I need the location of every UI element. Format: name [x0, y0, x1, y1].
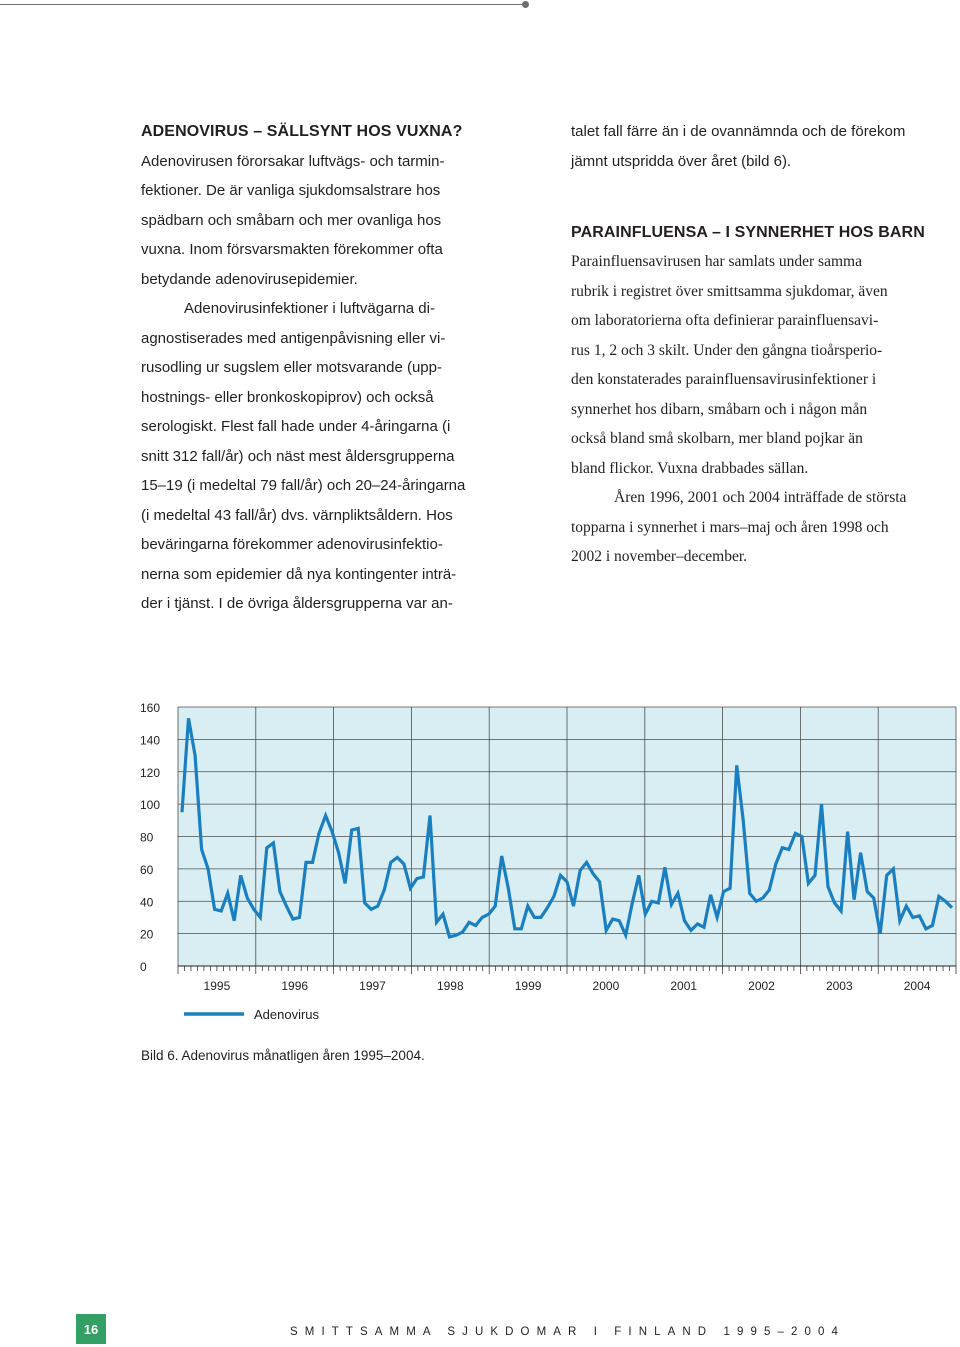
- text-line: rubrik i registret över smittsamma sjukdomar, även: [571, 282, 888, 300]
- y-tick-label: 120: [140, 765, 161, 780]
- text-line: nerna som epidemier då nya kontingenter inträ-: [141, 565, 457, 583]
- text-line: agnostiserades med antigenpåvisning eller vi-: [141, 329, 446, 347]
- text-line: om laboratorierna ofta definierar parainfluensavi-: [571, 312, 879, 329]
- text-line: bland flickor. Vuxna drabbades sällan.: [571, 459, 809, 477]
- text-line: den konstaterades parainfluensavirusinfektioner i: [571, 371, 877, 388]
- text-line: 15–19 (i medeltal 79 fall/år) och 20–24-åringarna: [141, 477, 466, 494]
- paragraph-adenovirus-1: [141, 147, 503, 295]
- x-tick-label: 1999: [514, 979, 542, 993]
- figure-caption: Bild 6. Adenovirus månatligen åren 1995–2004.: [141, 1048, 425, 1063]
- text-line: Adenovirusinfektioner i luftvägarna di-: [184, 300, 435, 317]
- text-line: fektioner. De är vanliga sjukdomsalstrare hos: [141, 182, 441, 199]
- x-tick-label: 2004: [903, 979, 931, 993]
- text-line: talet fall färre än i de ovannämnda och de förekom: [571, 123, 906, 140]
- adenovirus-monthly-chart: [0, 690, 960, 1030]
- text-line: 2002 i november–december.: [571, 548, 748, 565]
- x-tick-label: 1998: [436, 979, 464, 993]
- top-rule-dot: [522, 1, 529, 8]
- text-line: Adenovirusen förorsakar luftvägs- och tarmin-: [141, 152, 445, 170]
- paragraph-continuation: [571, 117, 960, 176]
- x-tick-label: 1995: [203, 979, 231, 993]
- x-tick-label: 1997: [359, 979, 386, 993]
- text-line: också bland små skolbarn, mer bland pojkar än: [571, 430, 863, 447]
- y-tick-label: 0: [140, 960, 147, 974]
- page-number-badge: 16: [76, 1314, 106, 1344]
- y-tick-label: 160: [140, 701, 161, 715]
- section-heading-parainfluensa: PARAINFLUENSA – I SYNNERHET HOS BARN: [571, 223, 925, 241]
- paragraph-adenovirus-2: [141, 294, 503, 619]
- text-line: synnerhet hos dibarn, småbarn och i någon mån: [571, 400, 868, 418]
- text-line: hostnings- eller bronkoskopiprov) och också: [141, 388, 434, 406]
- text-line: topparna i synnerhet i mars–maj och åren 1998 och: [571, 518, 889, 536]
- y-tick-label: 40: [140, 895, 154, 910]
- text-line: jämnt utspridda över året (bild 6).: [571, 152, 792, 170]
- y-tick-label: 80: [140, 830, 154, 845]
- text-line: (i medeltal 43 fall/år) dvs. värnpliktsåldern. Hos: [141, 506, 453, 524]
- text-line: der i tjänst. I de övriga åldersgrupperna var an-: [141, 595, 453, 612]
- section-heading-adenovirus: ADENOVIRUS – SÄLLSYNT HOS VUXNA?: [141, 123, 463, 140]
- text-line: vuxna. Inom försvarsmakten förekommer ofta: [141, 241, 443, 258]
- text-line: serologiskt. Flest fall hade under 4-åringarna (i: [141, 418, 451, 435]
- text-line: Parainfluensavirusen har samlats under samma: [571, 253, 862, 270]
- paragraph-parainfluensa-2: [571, 483, 960, 572]
- text-line: Åren 1996, 2001 och 2004 inträffade de största: [614, 489, 907, 506]
- text-line: rusodling ur sugslem eller motsvarande (upp-: [141, 359, 442, 376]
- x-tick-label: 1996: [281, 979, 309, 993]
- y-tick-label: 60: [140, 862, 154, 877]
- right-column: [571, 117, 960, 572]
- x-tick-label: 2003: [825, 979, 853, 993]
- left-column: [141, 117, 503, 619]
- text-line: spädbarn och småbarn och mer ovanliga hos: [141, 211, 442, 229]
- paragraph-parainfluensa-1: [571, 247, 960, 483]
- y-tick-label: 100: [140, 798, 161, 813]
- running-title: SMITTSAMMA SJUKDOMAR I FINLAND 1995–2004: [290, 1326, 845, 1338]
- text-line: rus 1, 2 och 3 skilt. Under den gångna tioårsperio-: [571, 341, 883, 359]
- top-rule: [0, 4, 522, 5]
- text-line: betydande adenovirusepidemier.: [141, 270, 358, 288]
- text-line: beväringarna förekommer adenovirusinfektio-: [141, 536, 443, 553]
- x-tick-label: 2000: [592, 979, 620, 993]
- x-tick-label: 2001: [670, 979, 698, 993]
- spacer: [571, 176, 960, 206]
- text-line: snitt 312 fall/år) och näst mest åldersgrupperna: [141, 447, 455, 465]
- x-tick-label: 2002: [748, 979, 775, 993]
- y-tick-label: 20: [140, 927, 154, 942]
- legend-label: Adenovirus: [254, 1007, 320, 1022]
- y-tick-label: 140: [140, 733, 161, 748]
